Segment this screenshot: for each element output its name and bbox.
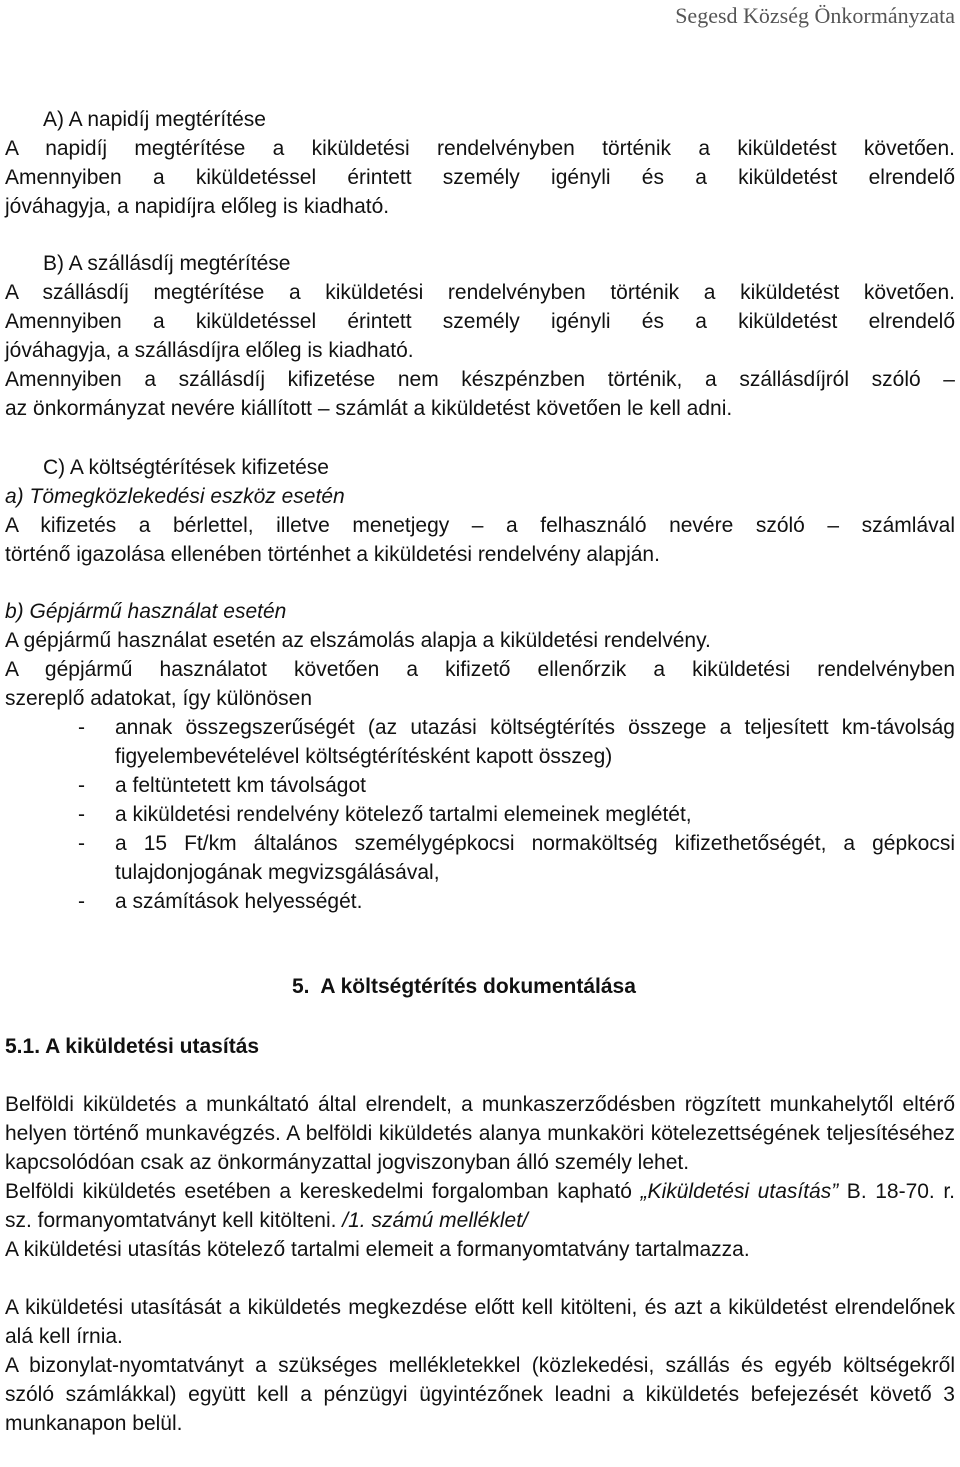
list-item [5,800,955,829]
list-item [5,887,955,916]
list-item-text: a 15 Ft/km általános személygépkocsi normaköltség kifizethetőségét, a gépkocsi tulajdonjogának megvizsgálásával, [115,832,955,884]
section-b-line: Amennyiben a kiküldetéssel érintett személy igényli és a kiküldetést elrendelő [5,310,955,333]
section-b-line: az önkormányzat nevére kiállított – számlát a kiküldetést követően le kell adni. [5,397,733,420]
subsection-b [5,597,955,916]
subsection-a-line: A kifizetés a bérlettel, illetve menetjegy – a felhasználó nevére szóló – számlával [5,514,955,537]
page-header: Segesd Község Önkormányzata [675,3,955,28]
paragraph-text: Belföldi kiküldetés esetében a kereskedelmi forgalomban kapható [5,1180,641,1203]
section-b-line: jóváhagyja, a szállásdíjra előleg is kiadható. [5,339,414,362]
section-c-heading: C) A költségtérítések kifizetése [43,456,329,479]
section-b [5,249,955,423]
section-a-line: jóváhagyja, a napidíjra előleg is kiadható. [5,195,390,218]
subsection-b-line: szereplő adatokat, így különösen [5,687,313,710]
checklist [5,713,955,916]
section-a-heading: A) A napidíj megtérítése [43,108,266,131]
paragraph: Belföldi kiküldetés a munkáltató által elrendelt, a munkaszerződésben rögzített munkahelytől eltérő helyen történő munkavégzés. A belföldi kiküldetés alanya munkaköri kötelezettségének teljesítéséhez kapcsolódóan csak az önkormányzattal jogviszonyban álló személy lehet. [5,1093,955,1174]
subsection-b-line: A gépjármű használat esetén az elszámolás alapja a kiküldetési rendelvény. [5,629,711,652]
list-item [5,829,955,887]
list-item-text: a feltüntetett km távolságot [115,774,366,797]
paragraph-text: B. 18-70. r. sz. formanyomtatványt kell kitölteni. [5,1180,956,1232]
list-dash: - [78,716,85,739]
section-5-1-body [5,1090,955,1438]
paragraph: A kiküldetési utasítás kötelező tartalmi elemeit a formanyomtatvány tartalmazza. [5,1238,750,1261]
form-name: „Kiküldetési utasítás” [640,1180,839,1203]
list-item [5,713,955,771]
section-b-heading: B) A szállásdíj megtérítése [43,252,291,275]
section-b-line: A szállásdíj megtérítése a kiküldetési rendelvényben történik a kiküldetést követően. [5,281,955,304]
subsection-b-title: b) Gépjármű használat esetén [5,600,287,623]
section-5-1-heading: 5.1. A kiküldetési utasítás [5,1035,260,1058]
list-dash: - [78,803,85,826]
subsection-b-line: A gépjármű használatot követően a kifizető ellenőrzik a kiküldetési rendelvényben [5,658,955,681]
list-dash: - [78,774,85,797]
list-item-text: annak összegszerűségét (az utazási költségtérítés összege a teljesített km-távolság figyelembevételével költségtérítésként kapott összeg) [115,716,955,768]
section-5-heading: 5. A költségtérítés dokumentálása [292,975,636,998]
section-b-line: Amennyiben a szállásdíj kifizetése nem készpénzben történik, a szállásdíjról szóló – [5,368,955,391]
section-a-line: A napidíj megtérítése a kiküldetési rendelvényben történik a kiküldetést követően. [5,137,955,160]
subsection-a-line: történő igazolása ellenében történhet a kiküldetési rendelvény alapján. [5,543,660,566]
list-item-text: a kiküldetési rendelvény kötelező tartalmi elemeinek meglétét, [115,803,692,826]
list-item-text: a számítások helyességét. [115,890,363,913]
list-dash: - [78,890,85,913]
annex-reference: /1. számú melléklet/ [342,1209,528,1232]
paragraph [5,1177,955,1235]
paragraph: A bizonylat-nyomtatványt a szükséges mellékletekkel (közlekedési, szállás és egyéb költségekről szóló számlákkal) együtt kell a pénzügyi ügyintézőnek leadni a kiküldetés befejezését követő 3 munkanapon belül. [5,1354,955,1435]
section-c [5,453,955,569]
section-a [5,105,955,221]
list-dash: - [78,832,85,855]
section-a-line: Amennyiben a kiküldetéssel érintett személy igényli és a kiküldetést elrendelő [5,166,955,189]
paragraph: A kiküldetési utasítását a kiküldetés megkezdése előtt kell kitölteni, és azt a kiküldetést elrendelőnek alá kell írnia. [5,1296,955,1348]
list-item [5,771,955,800]
subsection-a-title: a) Tömegközlekedési eszköz esetén [5,485,345,508]
